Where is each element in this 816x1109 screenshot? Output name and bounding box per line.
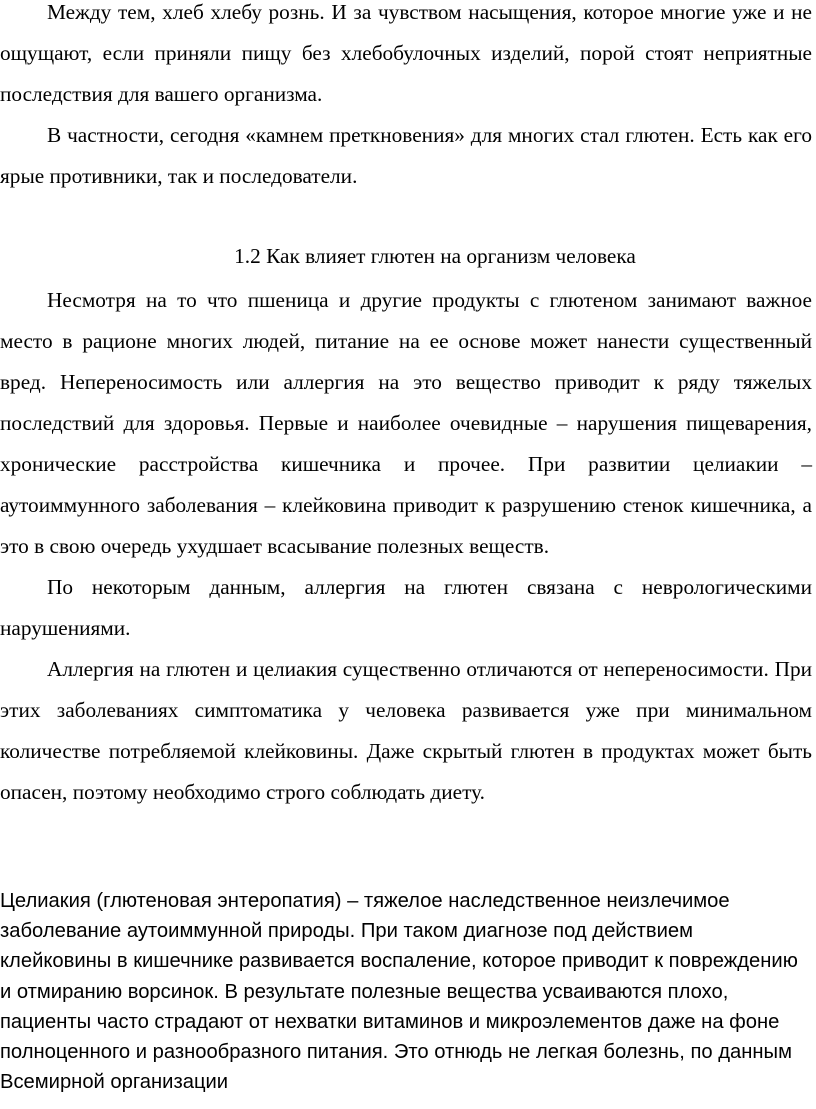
section-heading-wrap (0, 236, 816, 277)
paragraph-celiac-definition: Целиакия (глютеновая энтеропатия) – тяжелое наследственное неизлечимое заболевание аутоиммунной природы. При таком диагнозе под действием клейковины в кишечнике развивается воспаление, которое приводит к повреждению и отмиранию ворсинок. В результате полезные вещества усваиваются плохо, пациенты часто страдают от нехватки витаминов и микроэлементов даже на фоне полноценного и разнообразного питания. Это отнюдь не легкая болезнь, по данным Всемирной организации (0, 890, 798, 1094)
intro-text-block (0, 0, 812, 197)
paragraph-allergy-vs-intolerance: Аллергия на глютен и целиакия существенно отличаются от непереносимости. При этих заболеваниях симптоматика у человека развивается уже при минимальном количестве потребляемой клейковины. Даже скрытый глютен в продуктах может быть опасен, поэтому необходимо строго соблюдать диету. (0, 657, 812, 804)
paragraph-neurological: По некоторым данным, аллергия на глютен связана с неврологическими нарушениями. (0, 575, 812, 640)
celiac-text-block (0, 886, 800, 1097)
paragraph-gluten-harm: Несмотря на то что пшеница и другие продукты с глютеном занимают важное место в рационе многих людей, питание на ее основе может нанести существенный вред. Непереносимость или аллергия на это вещество приводит к ряду тяжелых последствий для здоровья. Первые и наиболее очевидные – нарушения пищеварения, хронические расстройства кишечника и прочее. При развитии целиакии – аутоиммунного заболевания – клейковина приводит к разрушению стенок кишечника, а это в свою очередь ухудшает всасывание полезных веществ. (0, 288, 812, 558)
section-heading: 1.2 Как влияет глютен на организм человека (234, 244, 636, 268)
paragraph-intro: Между тем, хлеб хлебу рознь. И за чувством насыщения, которое многие уже и не ощущают, если приняли пищу без хлебобулочных изделий, порой стоят неприятные последствия для вашего организма. (0, 0, 812, 106)
paragraph-gluten-stumbling-block: В частности, сегодня «камнем преткновения» для многих стал глютен. Есть как его ярые противники, так и последователи. (0, 123, 812, 188)
main-text-block (0, 280, 812, 813)
